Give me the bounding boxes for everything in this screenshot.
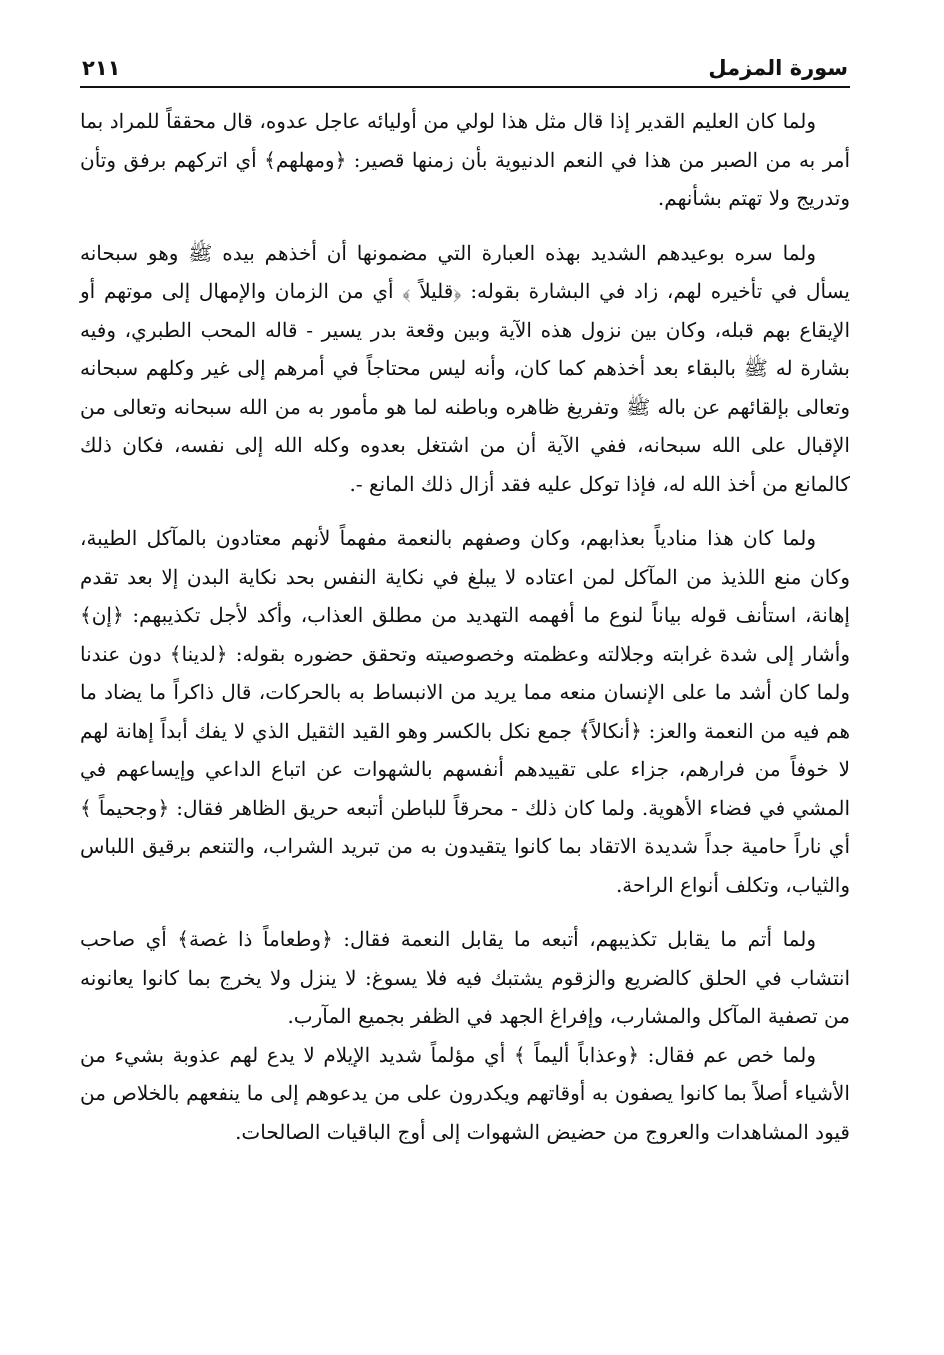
book-page — [80, 40, 850, 1167]
paragraph-4: ولما أتم ما يقابل تكذيبهم، أتبعه ما يقابل النعمة فقال: ﴿وطعاماً ذا غصة﴾ أي صاحب انتشاب في الحلق كالضريع والزقوم يشتبك فيه فلا يسوغ: لا ينزل ولا يخرج بما كانوا يعانونه من تصفية المآكل والمشارب، وإفراغ الجهد في الظفر بجميع المآرب. — [80, 927, 850, 1028]
page-number: ٢١١ — [82, 56, 121, 80]
paragraph-2: ولما سره بوعيدهم الشديد بهذه العبارة التي مضمونها أن أخذهم بيده ﷺ وهو سبحانه يسأل في تأخيره لهم، زاد في البشارة بقوله: ﴿قليلاً ﴾ أي من الزمان والإمهال إلى موتهم أو الإيقاع بهم قبله، وكان بين نزول هذه الآية وبين وقعة بدر يسير - قاله المحب الطبري، وفيه بشارة له ﷺ بالبقاء بعد أخذهم كما كان، وأنه ليس محتاجاً في أمرهم إلى غير وكلهم سبحانه وتعالى بإلقائهم عن باله ﷺ وتفريغ ظاهره وباطنه لما هو مأمور به من الله سبحانه وتعالى من الإقبال على الله سبحانه، ففي الآية أن من اشتغل بعدوه وكله الله إلى نفسه، فكان ذلك كالمانع من أخذ الله له، فإذا توكل عليه فقد أزال ذلك المانع -. — [80, 240, 850, 496]
paragraph-5: ولما خص عم فقال: ﴿وعذاباً أليماً ﴾ أي مؤلماً شديد الإيلام لا يدع لهم عذوبة بشيء من الأشياء أصلاً بما كانوا يصفون به أوقاتهم ويكدرون على من يدعوهم إلى ما ينفعهم بالخلاص من قيود المشاهدات والعروج من حضيض الشهوات إلى أوج الباقيات الصالحات. — [80, 1042, 850, 1144]
paragraph-1: ولما كان العليم القدير إذا قال مثل هذا لولي من أوليائه عاجل عدوه، قال محققاً للمراد بما أمر به من الصبر من هذا في النعم الدنيوية بأن زمنها قصير: ﴿ومهلهم﴾ أي اتركهم برفق وتأن وتدريج ولا تهتم بشأنهم. — [80, 109, 850, 210]
running-header — [80, 40, 850, 88]
paragraph-3: ولما كان هذا منادياً بعذابهم، وكان وصفهم بالنعمة مفهماً لأنهم معتادون بالمآكل الطيبة، وكان منع اللذيذ من المآكل لمن اعتاده لا يبلغ في نكاية النفس بحد نكاية البدن إلا بعد تقدم إهانة، استأنف قوله بياناً لنوع ما أفهمه التهديد من مطلق العذاب، وأكد لأجل تكذيبهم: ﴿إن﴾ وأشار إلى شدة غرابته وجلالته وعظمته وخصوصيته وتحقق حضوره بقوله: ﴿لدينا﴾ دون عندنا ولما كان أشد ما على الإنسان منعه مما يريد من الانبساط به بالحركات، قال ذاكراً ما يضاد ما هم فيه من النعمة والعز: ﴿أنكالاً﴾ جمع نكل بالكسر وهو القيد الثقيل الذي لا يفك أبداً إهانة لهم لا خوفاً من فرارهم، جزاء على تقييدهم أنفسهم بالشهوات عن اتباع الداعي وإيساعهم في المشي في فضاء الأهوية. ولما كان ذلك - محرقاً للباطن أتبعه حريق الظاهر فقال: ﴿وجحيماً ﴾ أي ناراً حامية جداً شديدة الاتقاد بما كانوا يتقيدون به من تبريد الشراب، والتنعم برقيق اللباس والثياب، وتكلف أنواع الراحة. — [80, 526, 850, 897]
surah-title: سورة المزمل — [708, 56, 848, 80]
body-text — [80, 102, 850, 1151]
